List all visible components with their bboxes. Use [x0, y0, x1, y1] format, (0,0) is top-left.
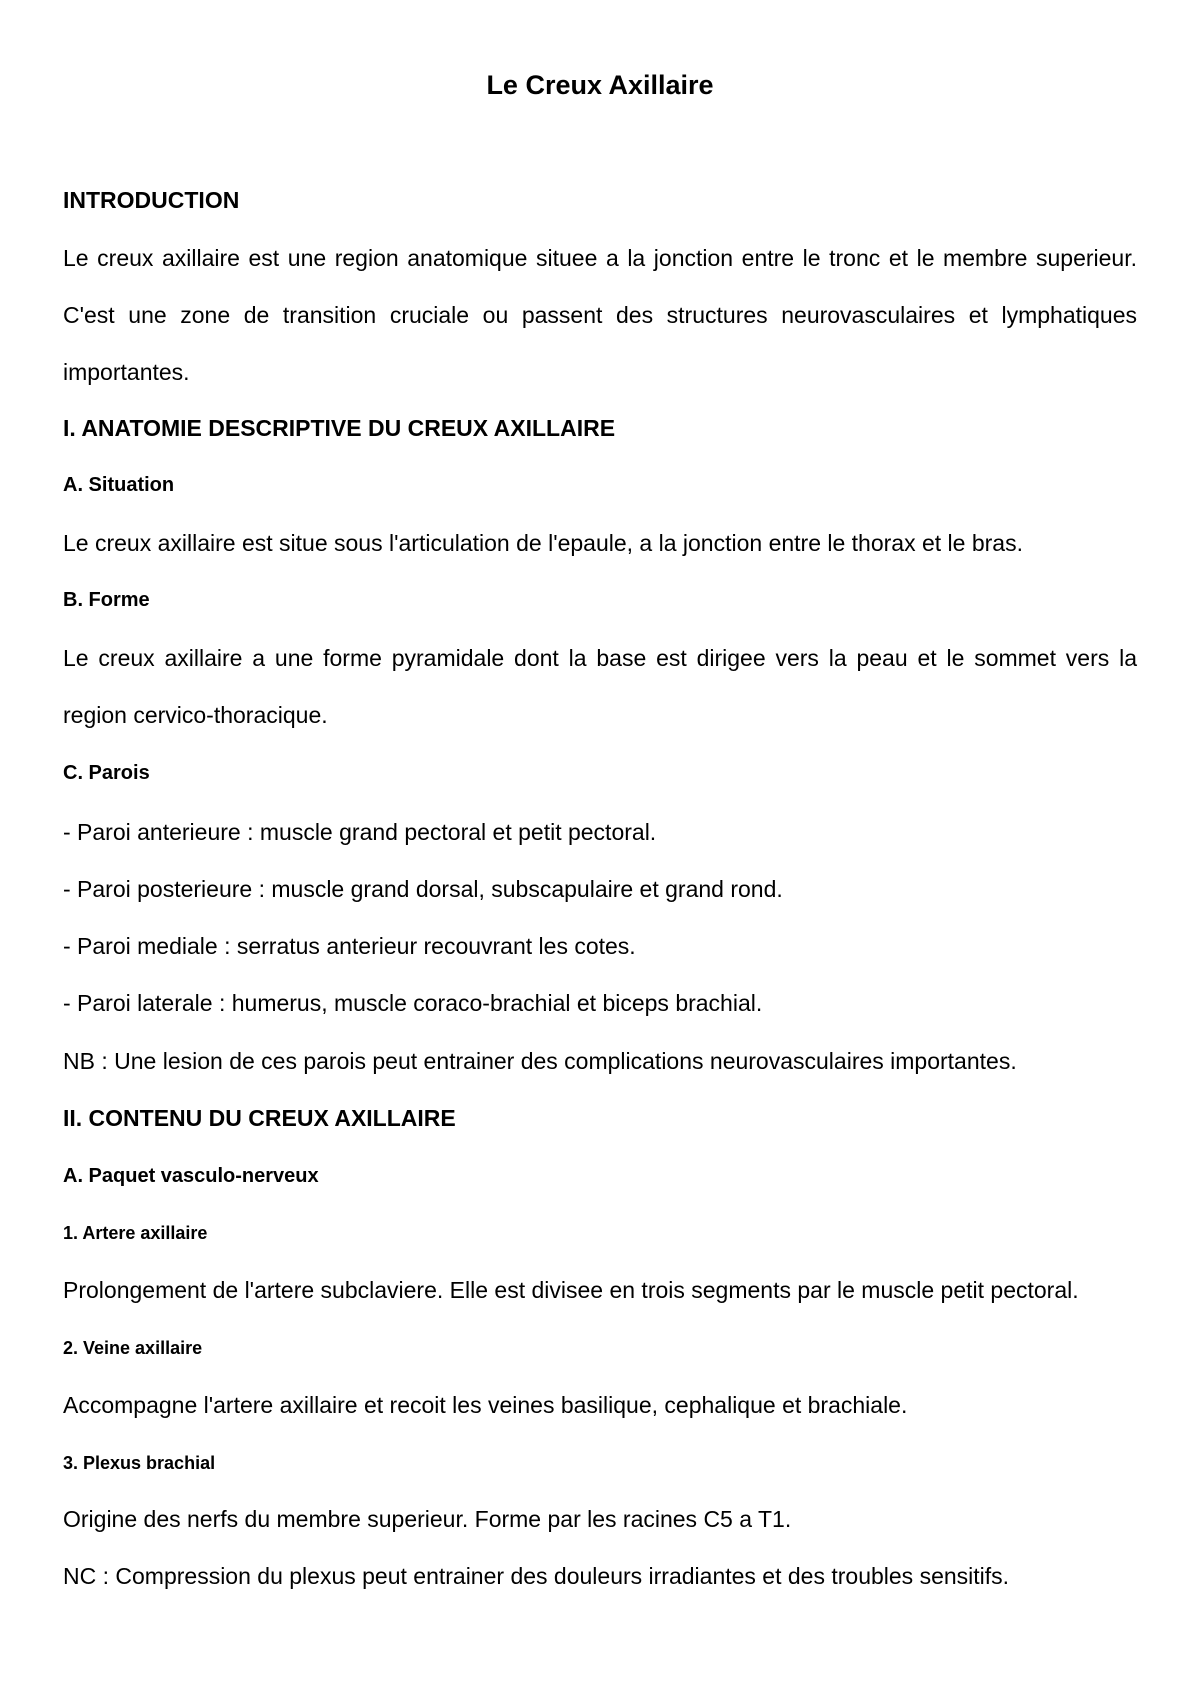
paroi-item-posterieure: - Paroi posterieure : muscle grand dorsal, subscapulaire et grand rond. [63, 876, 783, 902]
plexus-heading: 3. Plexus brachial [63, 1453, 216, 1473]
veine-text: Accompagne l'artere axillaire et recoit les veines basilique, cephalique et brachiale. [63, 1392, 908, 1418]
artere-text: Prolongement de l'artere subclaviere. Elle est divisee en trois segments par le muscle petit pectoral. [63, 1277, 1079, 1303]
introduction-text: Le creux axillaire est une region anatomique situee a la jonction entre le tronc et le membre superieur. C'est une zone de transition cruciale ou passent des structures neurovasculaires et lymphatiques importantes. [63, 245, 1137, 385]
paquet-heading: A. Paquet vasculo-nerveux [63, 1165, 319, 1187]
parois-note: NB : Une lesion de ces parois peut entrainer des complications neurovasculaires importantes. [63, 1048, 1017, 1074]
page-title: Le Creux Axillaire [486, 70, 714, 100]
artere-heading: 1. Artere axillaire [63, 1223, 208, 1243]
parois-heading: C. Parois [63, 762, 150, 784]
forme-heading: B. Forme [63, 589, 150, 611]
plexus-text: Origine des nerfs du membre superieur. Forme par les racines C5 a T1. [63, 1506, 792, 1532]
forme-text: Le creux axillaire a une forme pyramidale dont la base est dirigee vers la peau et le sommet vers la region cervico-thoracique. [63, 645, 1137, 728]
plexus-note: NC : Compression du plexus peut entrainer des douleurs irradiantes et des troubles sensitifs. [63, 1563, 1010, 1589]
paroi-item-mediale: - Paroi mediale : serratus anterieur recouvrant les cotes. [63, 933, 636, 959]
veine-heading: 2. Veine axillaire [63, 1338, 203, 1358]
introduction-heading: INTRODUCTION [63, 187, 240, 213]
paroi-item-laterale: - Paroi laterale : humerus, muscle coraco-brachial et biceps brachial. [63, 990, 763, 1016]
section-2-heading: II. CONTENU DU CREUX AXILLAIRE [63, 1105, 456, 1131]
situation-text: Le creux axillaire est situe sous l'articulation de l'epaule, a la jonction entre le thorax et le bras. [63, 530, 1023, 556]
section-1-heading: I. ANATOMIE DESCRIPTIVE DU CREUX AXILLAIRE [63, 415, 616, 441]
paroi-item-anterieure: - Paroi anterieure : muscle grand pectoral et petit pectoral. [63, 819, 657, 845]
situation-heading: A. Situation [63, 474, 175, 496]
